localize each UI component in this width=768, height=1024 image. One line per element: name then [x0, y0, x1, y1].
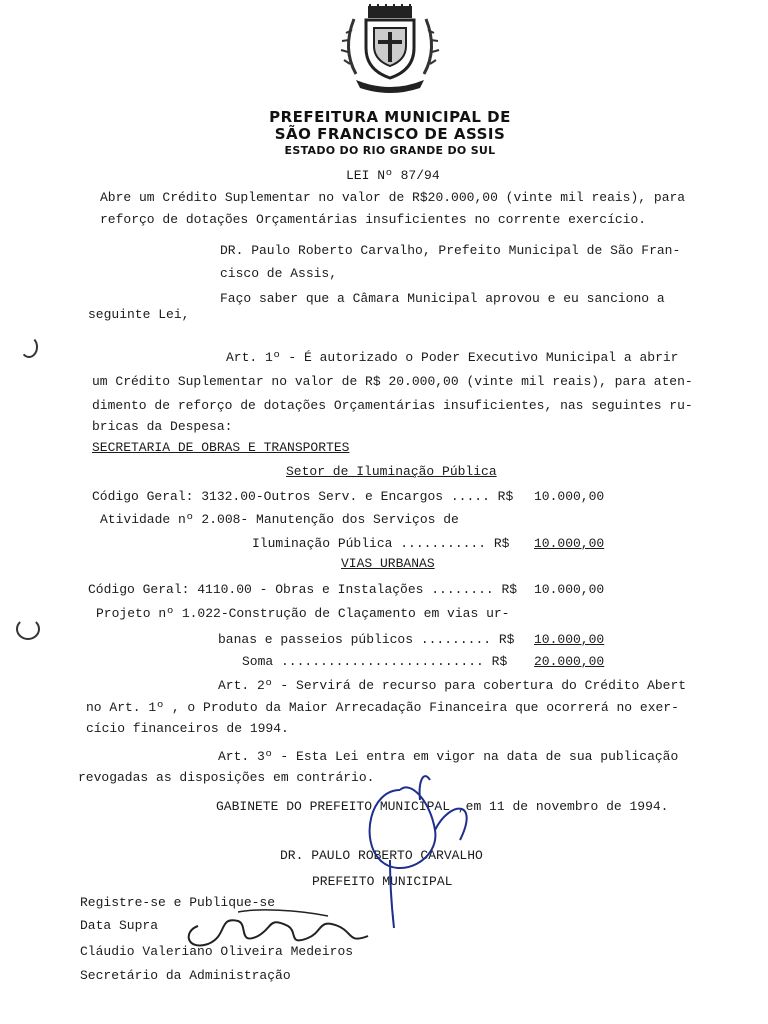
budget-line: Código Geral: 4110.00 - Obras e Instalações ........ R$	[88, 582, 518, 597]
budget-line: Iluminação Pública ........... R$	[252, 536, 510, 551]
secretary-signature	[178, 906, 378, 956]
sector-heading: Setor de Iluminação Pública	[286, 464, 497, 479]
law-number: LEI Nº 87/94	[346, 168, 440, 183]
budget-line: Projeto nº 1.022-Construção de Claçamento em vias ur-	[96, 606, 510, 621]
preamble-line: DR. Paulo Roberto Carvalho, Prefeito Municipal de São Fran-	[220, 243, 681, 258]
registry-line: Secretário da Administração	[80, 968, 291, 983]
preamble-line: seguinte Lei,	[88, 307, 190, 322]
budget-line: banas e passeios públicos ......... R$	[218, 632, 515, 647]
municipality-name: SÃO FRANCISCO DE ASSIS	[274, 125, 506, 143]
art2-line: Art. 2º - Servirá de recurso para cobertura do Crédito Abert	[218, 678, 687, 693]
registry-line: Registre-se e Publique-se	[80, 895, 276, 910]
preamble-line: cisco de Assis,	[220, 266, 338, 281]
sector-heading: VIAS URBANAS	[341, 556, 435, 571]
sum-line: Soma .......................... R$	[242, 654, 508, 669]
budget-amount: 10.000,00	[534, 489, 605, 504]
signatory-title: PREFEITO MUNICIPAL	[312, 874, 453, 889]
art1-line: Art. 1º - É autorizado o Poder Executivo Municipal a abrir	[226, 350, 679, 365]
signatory-name: DR. PAULO ROBERTO CARVALHO	[280, 848, 483, 863]
budget-amount: 10.000,00	[534, 582, 605, 597]
budget-amount: 10.000,00	[534, 536, 605, 551]
art3-line: revogadas as disposições em contrário.	[78, 770, 375, 785]
registry-line: Cláudio Valeriano Oliveira Medeiros	[80, 944, 354, 959]
art3-line: Art. 3º - Esta Lei entra em vigor na data de sua publicação	[218, 749, 679, 764]
preamble-line: Faço saber que a Câmara Municipal aprovou e eu sanciono a	[220, 291, 665, 306]
summary-line: reforço de dotações Orçamentárias insuficientes no corrente exercício.	[100, 212, 647, 227]
budget-line: Atividade nº 2.008- Manutenção dos Serviços de	[100, 512, 459, 527]
art1-line: um Crédito Suplementar no valor de R$ 20.000,00 (vinte mil reais), para aten-	[92, 374, 693, 389]
binder-hole-mark	[20, 336, 38, 358]
art1-line: dimento de reforço de dotações Orçamentárias insuficientes, nas seguintes ru-	[92, 398, 693, 413]
sum-amount: 20.000,00	[534, 654, 605, 669]
binder-hole-mark	[16, 618, 40, 640]
art1-line: bricas da Despesa:	[92, 419, 233, 434]
budget-amount: 10.000,00	[534, 632, 605, 647]
art2-line: no Art. 1º , o Produto da Maior Arrecadação Financeira que ocorrerá no exer-	[86, 700, 679, 715]
art2-line: cício financeiros de 1994.	[86, 721, 289, 736]
secretariat-heading: SECRETARIA DE OBRAS E TRANSPORTES	[92, 440, 350, 455]
mayor-signature	[330, 760, 490, 930]
municipal-coat-of-arms	[336, 4, 444, 94]
budget-line: Código Geral: 3132.00-Outros Serv. e Encargos ..... R$	[92, 489, 514, 504]
prefecture-title: PREFEITURA MUNICIPAL DE	[269, 108, 511, 126]
summary-line: Abre um Crédito Suplementar no valor de R$20.000,00 (vinte mil reais), para	[100, 190, 686, 205]
state-name: ESTADO DO RIO GRANDE DO SUL	[284, 144, 496, 157]
closing-line: GABINETE DO PREFEITO MUNICIPAL ,em 11 de novembro de 1994.	[216, 799, 669, 814]
registry-line: Data Supra	[80, 918, 159, 933]
